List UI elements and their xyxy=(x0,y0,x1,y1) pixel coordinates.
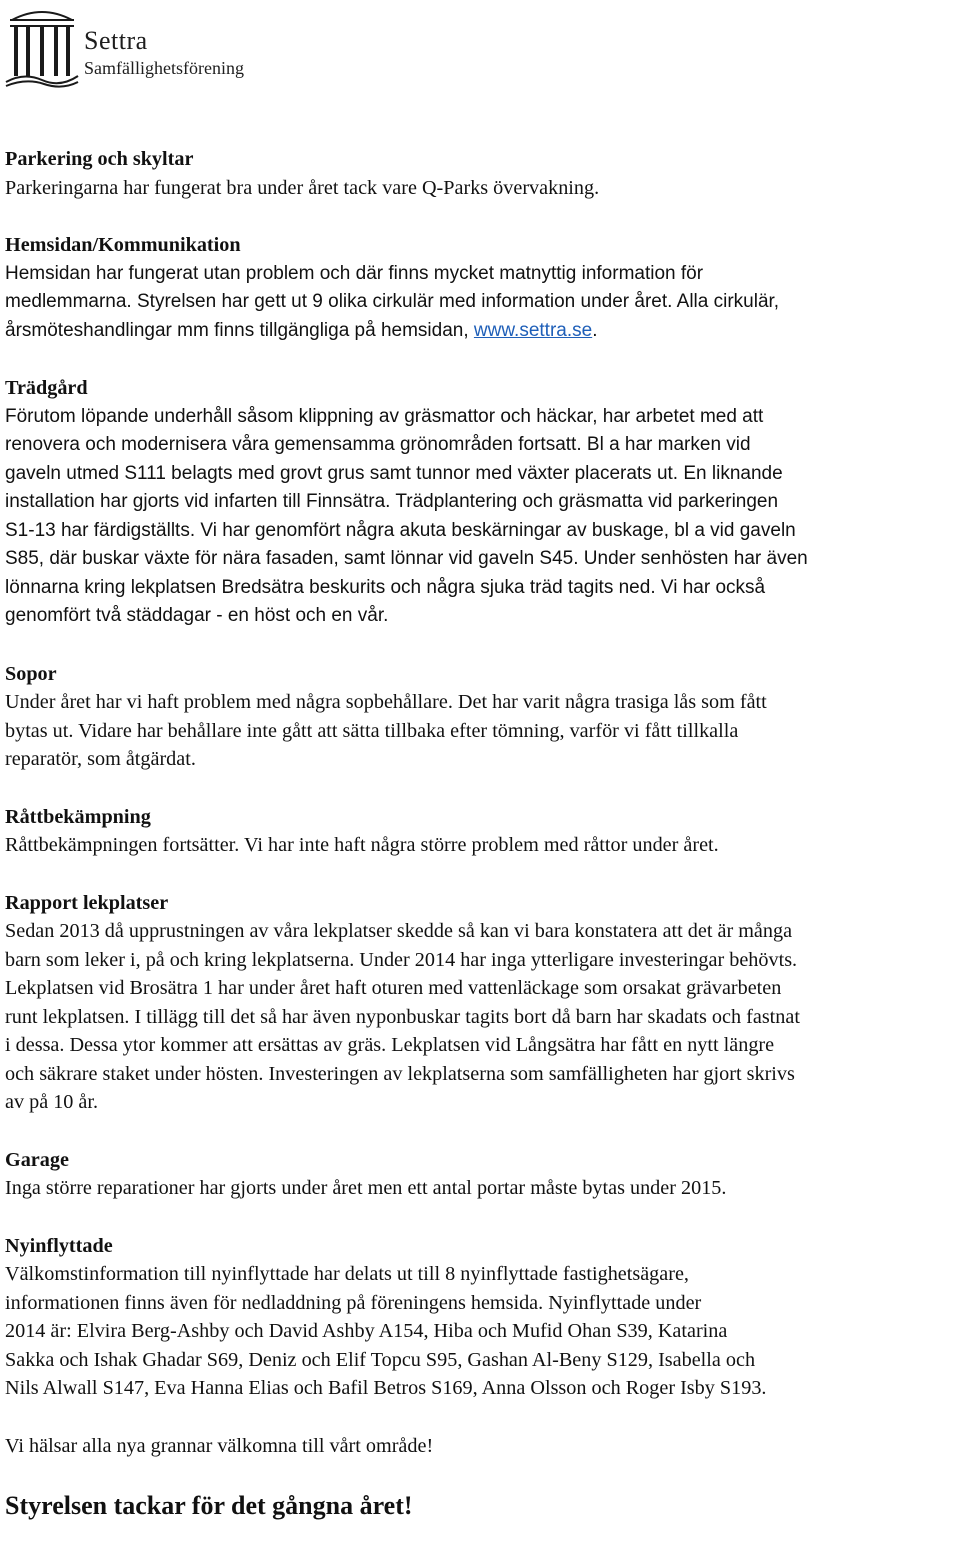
text-line: renovera och modernisera våra gemensamma grönområden fortsatt. Bl a har marken vid xyxy=(5,434,751,455)
text-line xyxy=(5,317,960,346)
text-line: Under året har vi haft problem med några sopbehållare. Det har varit några trasiga lås som fått xyxy=(5,691,767,713)
text-line: S85, där buskar växte för nära fasaden, samt lönnar vid gaveln S45. Under senhösten har även xyxy=(5,548,808,569)
section-heading: Hemsidan/Kommunikation xyxy=(5,234,241,256)
text-line: Lekplatsen vid Brosätra 1 har under året haft oturen med vattenläckage som orsakat grävarbeten xyxy=(5,977,782,999)
text-line: Råttbekämpningen fortsätter. Vi har inte haft några större problem med råttor under året. xyxy=(5,834,719,856)
website-link[interactable]: www.settra.se xyxy=(473,319,593,341)
logo-name: Settra xyxy=(84,26,148,55)
section-heading: Råttbekämpning xyxy=(5,805,151,828)
text-line: gaveln utmed S111 belagts med grovt grus samt tunnor med växter placerats ut. En liknande xyxy=(5,462,783,484)
text-line: reparatör, som åtgärdat. xyxy=(5,748,196,770)
text-line: av på 10 år. xyxy=(5,1091,99,1113)
text-line: 2014 är: Elvira Berg-Ashby och David Ashby A154, Hiba och Mufid Ohan S39, Katarina xyxy=(5,1320,728,1342)
section-nyinflyttade xyxy=(5,1232,960,1403)
welcome-text: Vi hälsar alla nya grannar välkomna till vårt område! xyxy=(5,1434,434,1457)
document-body xyxy=(5,145,960,1523)
closing-statement: Styrelsen tackar för det gångna året! xyxy=(5,1491,413,1520)
section-heading: Sopor xyxy=(5,662,57,685)
text-line: Parkeringarna har fungerat bra under året tack vare Q-Parks övervakning. xyxy=(5,176,600,199)
text-line: Sedan 2013 då upprustningen av våra lekplatser skedde så kan vi bara konstatera att det är många xyxy=(5,920,793,942)
text-line: lönnarna kring lekplatsen Bredsätra beskurits och några sjuka träd tagits ned. Vi har också xyxy=(5,576,766,598)
text-line: Välkomstinformation till nyinflyttade har delats ut till 8 nyinflyttade fastighetsägare, xyxy=(5,1263,689,1285)
section-lekplatser xyxy=(5,889,960,1117)
text-line: och säkrare staket under hösten. Investeringen av lekplatserna som samfälligheten har gjort skrivs xyxy=(5,1062,795,1085)
text-line: medlemmarna. Styrelsen har gett ut 9 olika cirkulär med information under året. Alla cirkulär, xyxy=(5,291,780,312)
logo-subtitle: Samfällighetsförening xyxy=(84,58,244,78)
section-heading: Trädgård xyxy=(5,377,88,399)
section-hemsidan xyxy=(5,231,960,345)
section-garage xyxy=(5,1146,960,1203)
text-line: Hemsidan har fungerat utan problem och där finns mycket matnyttig information för xyxy=(5,262,704,284)
text-fragment: årsmöteshandlingar mm finns tillgängliga på hemsidan, xyxy=(5,319,474,341)
text-line: runt lekplatsen. I tillägg till det så har även nyponbuskar tagits bort då barn har skadats och fastnat xyxy=(5,1005,800,1028)
text-fragment: . xyxy=(592,319,598,341)
settra-building-icon xyxy=(4,2,80,88)
text-line: installation har gjorts vid infarten till Finnsätra. Trädplantering och gräsmatta vid parkeringen xyxy=(5,491,779,512)
section-heading: Parkering och skyltar xyxy=(5,148,194,170)
section-heading: Rapport lekplatser xyxy=(5,891,169,914)
section-rattbekampning xyxy=(5,803,960,860)
section-tradgard xyxy=(5,374,960,631)
section-parkering xyxy=(5,145,960,202)
text-line: Nils Alwall S147, Eva Hanna Elias och Bafil Betros S169, Anna Olsson och Roger Isby S193. xyxy=(5,1377,767,1399)
text-line: informationen finns även för nedladdning på föreningens hemsida. Nyinflyttade under xyxy=(5,1291,702,1314)
text-line: i dessa. Dessa ytor kommer att ersättas av gräs. Lekplatsen vid Långsätra har fått en nytt längre xyxy=(5,1034,775,1056)
section-sopor xyxy=(5,660,960,774)
text-line: S1-13 har färdigställts. Vi har genomfört några akuta beskärningar av buskage, bl a vid gaveln xyxy=(5,519,796,541)
text-line: genomfört två städdagar - en höst och en vår. xyxy=(5,605,389,626)
text-line: barn som leker i, på och kring lekplatserna. Under 2014 har inga ytterligare investeringar behövts. xyxy=(5,948,798,971)
text-line: Förutom löpande underhåll såsom klippning av gräsmattor och häckar, har arbetet med att xyxy=(5,405,764,427)
section-heading: Nyinflyttade xyxy=(5,1234,113,1257)
text-line: Sakka och Ishak Ghadar S69, Deniz och Elif Topcu S95, Gashan Al-Beny S129, Isabella och xyxy=(5,1348,756,1371)
association-logo xyxy=(4,2,266,88)
section-heading: Garage xyxy=(5,1148,69,1171)
text-line: bytas ut. Vidare har behållare inte gått att sätta tillbaka efter tömning, varför vi fått tillkalla xyxy=(5,719,739,742)
text-line: Inga större reparationer har gjorts under året men ett antal portar måste bytas under 2015. xyxy=(5,1177,727,1199)
